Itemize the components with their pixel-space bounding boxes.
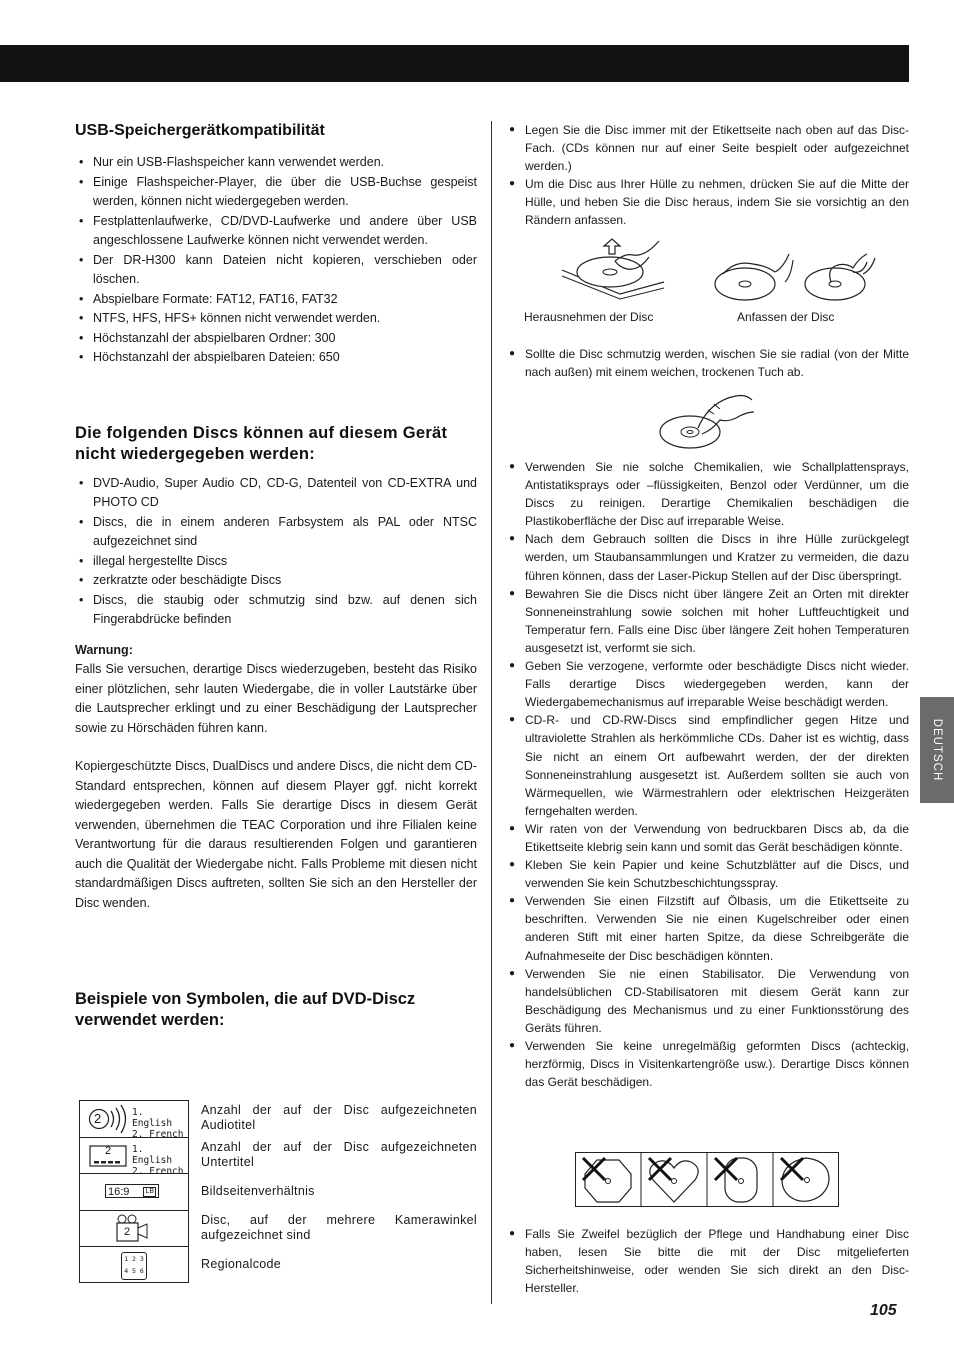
disc-hold-illustration bbox=[713, 252, 888, 304]
caption-remove: Herausnehmen der Disc bbox=[524, 310, 654, 324]
symbol-row bbox=[79, 1137, 479, 1177]
last-item bbox=[509, 1225, 909, 1297]
subtitles-icon: 2 1. English 2. French bbox=[79, 1137, 189, 1174]
list-item: ● Bewahren Sie die Discs nicht über längere Zeit an Orten mit direkter Sonneneinstrahlung sowie solchen mit hoher Luftfeuchtigkeit und Temperatur fern. Falls eine Disc über längere Zeit hohen Temperaturen ausgesetzt ist, verformt sie sich. bbox=[509, 585, 909, 657]
list-item: • Der DR-H300 kann Dateien nicht kopieren, verschieben oder löschen. bbox=[75, 251, 477, 290]
symbol-row bbox=[79, 1173, 479, 1210]
handling-list-main bbox=[509, 458, 909, 1091]
list-item: ● Falls Sie Zweifel bezüglich der Pflege und Handhabung einer Disc haben, lesen Sie bitte die mit der Disc mitgelieferten Sicherheitshinweise, oder wenden Sie sich direkt an den Disc-Hersteller. bbox=[509, 1225, 909, 1297]
list-item: • Höchstanzahl der abspielbaren Ordner: 300 bbox=[75, 329, 477, 349]
language-tab: DEUTSCH bbox=[920, 697, 954, 803]
symbol-description: Disc, auf der mehrere Kamerawinkel aufgezeichnet sind bbox=[201, 1213, 477, 1243]
list-item: • Discs, die staubig oder schmutzig sind bzw. auf denen sich Fingerabdrücke befinden bbox=[75, 591, 477, 630]
list-item: ● Um die Disc aus Ihrer Hülle zu nehmen, drücken Sie auf die Mitte der Hülle, und heben Sie die Disc heraus, indem Sie sie vorsichtig an den Rändern anfassen. bbox=[509, 175, 909, 229]
list-item: • Höchstanzahl der abspielbaren Dateien: 650 bbox=[75, 348, 477, 368]
list-item: • Discs, die in einem anderen Farbsystem als PAL oder NTSC aufgezeichnet sind bbox=[75, 513, 477, 552]
list-item: ● Verwenden Sie nie einen Stabilisator. Die Verwendung von handelsüblichen CD-Stabilisatoren mit diesem Gerät kann zur Beschädigung des Mechanismus und zu einer Funktionsstörung des Geräts führen. bbox=[509, 965, 909, 1037]
list-item: ● CD-R- und CD-RW-Discs sind empfindlicher gegen Hitze und ultraviolette Strahlen als herkömmliche CDs. Daher ist es wichtig, dass Sie nicht an einem Ort aufbewahrt werden, der der direkten Sonneneinstrahlung ausgesetzt ist. Außerdem sollten sie auch von Wärmequellen, wie Wärmestrahlern oder elektrischen Heizgeräten ferngehalten werden. bbox=[509, 711, 909, 820]
warning-text: Falls Sie versuchen, derartige Discs wiederzugeben, besteht das Risiko einer plötzlichen, sehr lauten Wiedergabe, die in voller Lautstärke über die Lautsprecher erklingt und zu einer Beschädigung der Lautsprecher sowie zu Hörschäden führen kann. bbox=[75, 662, 477, 735]
list-item: ● Legen Sie die Disc immer mit der Etikettseite nach oben auf das Disc-Fach. (CDs können nur auf einer Seite bespielt oder aufgezeichnet werden.) bbox=[509, 121, 909, 175]
symbol-description: Regionalcode bbox=[201, 1257, 282, 1272]
list-item: • Einige Flashspeicher-Player, die über die USB-Buchse gespeist werden, können nicht wiedergegeben werden. bbox=[75, 173, 477, 212]
list-item: ● Verwenden Sie einen Filzstift auf Ölbasis, um die Etikettseite zu beschriften. Verwenden Sie nie einen Kugelschreiber oder einen anderen Stift mit einer harten Spitze, da diese Schreibgeräte die Aufnahmeseite der Disc beschädigen könnten. bbox=[509, 892, 909, 964]
list-item: • Abspielbare Formate: FAT12, FAT16, FAT32 bbox=[75, 290, 477, 310]
list-item: ● Nach dem Gebrauch sollten die Discs in ihre Hülle zurückgelegt werden, um Staubansammlungen und Kratzer zu vermeiden, die dazu führen können, dass der Laser-Pickup Stellen auf der Disc überspringt. bbox=[509, 530, 909, 584]
camera-angles-icon: 2 bbox=[79, 1210, 189, 1247]
symbols-section-title: Beispiele von Symbolen, die auf DVD-Discz verwendet werden: bbox=[75, 990, 416, 1029]
page-number: 105 bbox=[870, 1302, 897, 1319]
list-item: • Festplattenlaufwerke, CD/DVD-Laufwerke und andere über USB angeschlossene Laufwerke können nicht verwendet werden. bbox=[75, 212, 477, 251]
symbol-row bbox=[79, 1100, 479, 1140]
audio-tracks-icon: 2 1. English 2. French bbox=[79, 1100, 189, 1137]
column-divider bbox=[491, 121, 492, 1304]
list-item: • DVD-Audio, Super Audio CD, CD-G, Datenteil von CD-EXTRA und PHOTO CD bbox=[75, 474, 477, 513]
list-item: ● Verwenden Sie nie solche Chemikalien, wie Schallplattensprays, Antistatiksprays oder –flüssigkeiten, Benzol oder Verdünner, um die Discs zu reinigen. Derartige Chemikalien beschädigen die Plastikoberfläche der Disc auf irreparable Weise. bbox=[509, 458, 909, 530]
region-code-icon: 1 2 3 4 5 6 bbox=[79, 1246, 189, 1283]
clean-item bbox=[509, 345, 909, 381]
list-item: • zerkratzte oder beschädigte Discs bbox=[75, 571, 477, 591]
symbol-description: Bildseitenverhältnis bbox=[201, 1183, 315, 1198]
irregular-discs-illustration bbox=[575, 1152, 839, 1207]
list-item: ● Geben Sie verzogene, verformte oder beschädigte Discs nicht wieder. Falls derartige Discs wiedergegeben werden, kann der Wiedergabemechanismus auf irreparable Weise beschädigt werden. bbox=[509, 657, 909, 711]
list-item: ● Wir raten von der Verwendung von bedruckbaren Discs ab, da die Etikettseite klebrig sein kann und somit das Gerät beschädigen könnte. bbox=[509, 820, 909, 856]
discs-section-title: Die folgenden Discs können auf diesem Gerät nicht wiedergegeben werden: bbox=[75, 423, 448, 463]
handling-list-top bbox=[509, 121, 909, 230]
discs-list bbox=[75, 474, 477, 630]
symbol-row bbox=[79, 1246, 479, 1283]
caption-hold: Anfassen der Disc bbox=[737, 310, 835, 324]
warning-title: Warnung: bbox=[75, 642, 133, 657]
usb-section-title: USB-Speichergerätkompatibilität bbox=[75, 122, 325, 139]
symbol-row bbox=[79, 1210, 479, 1247]
aspect-ratio-icon: 16:9 LB bbox=[79, 1173, 189, 1210]
header-bar bbox=[0, 45, 909, 82]
symbol-description: Anzahl der auf der Disc aufgezeichneten Untertitel bbox=[201, 1139, 477, 1169]
disc-remove-illustration bbox=[560, 236, 665, 300]
symbol-table bbox=[79, 1100, 479, 1283]
right-column bbox=[509, 121, 909, 230]
list-item: ● Verwenden Sie keine unregelmäßig geformten Discs (achteckig, herzförmig, Discs in Visitenkartengröße usw.). Derartige Discs können das Gerät beschädigen. bbox=[509, 1037, 909, 1091]
usb-list bbox=[75, 153, 477, 368]
left-column bbox=[75, 118, 477, 1031]
symbol-description: Anzahl der auf der Disc aufgezeichneten Audiotitel bbox=[201, 1103, 477, 1133]
copy-protection-text: Kopiergeschützte Discs, DualDiscs und andere Discs, die nicht dem CD-Standard entsprechen, können auf diesem Player ggf. nicht korrekt wiedergegeben werden. Falls Sie derartige Discs in diesem Gerät verwenden, übernehmen die TEAC Corporation und ihre Filialen keine Verantwortung für die daraus resultierenden Folgen und garantieren auch die Qualität der Wiedergabe nicht. Falls Probleme mit diesen nicht standardmäßigen Discs auftreten, sollten Sie sich an den Hersteller der Disc wenden. bbox=[75, 759, 477, 910]
list-item: • NTFS, HFS, HFS+ können nicht verwendet werden. bbox=[75, 309, 477, 329]
list-item: • Nur ein USB-Flashspeicher kann verwendet werden. bbox=[75, 153, 477, 173]
list-item: ● Sollte die Disc schmutzig werden, wischen Sie sie radial (von der Mitte nach außen) mit einem weichen, trockenen Tuch ab. bbox=[509, 345, 909, 381]
disc-cleaning-illustration bbox=[658, 390, 754, 450]
list-item: • illegal hergestellte Discs bbox=[75, 552, 477, 572]
list-item: ● Kleben Sie kein Papier und keine Schutzblätter auf die Discs, und verwenden Sie kein Schutzbeschichtungsspray. bbox=[509, 856, 909, 892]
